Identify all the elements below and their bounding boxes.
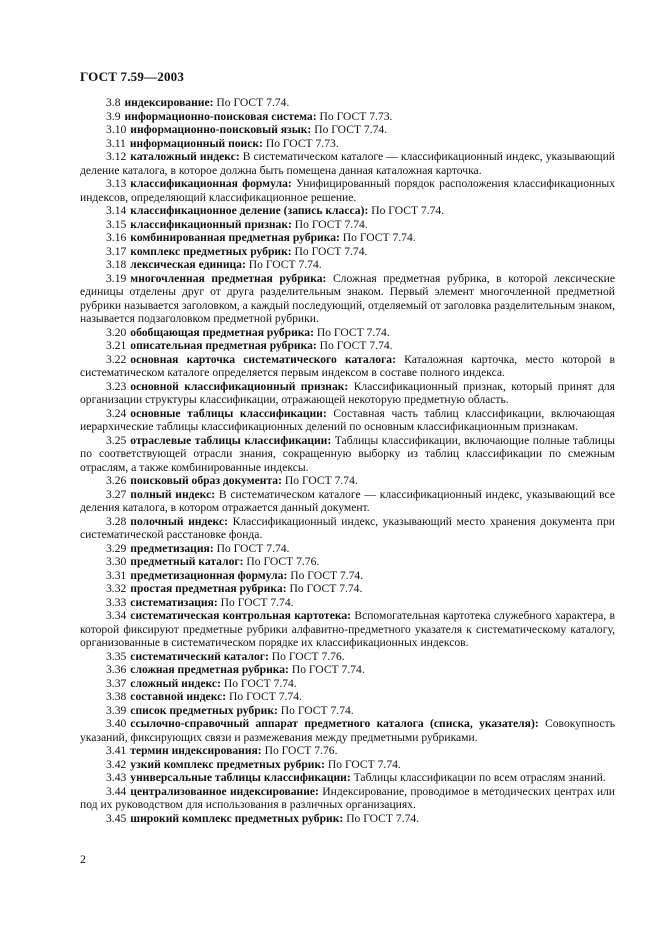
entry-number: 3.9 [106, 109, 121, 123]
entry-definition: По ГОСТ 7.74. [248, 258, 322, 271]
entry-definition: По ГОСТ 7.74. [289, 582, 363, 595]
entry-definition: По ГОСТ 7.76. [246, 555, 320, 568]
definition-entry [80, 744, 615, 758]
entry-definition: Классификационный признак, который принят для организации структуры классификации, отражающей некоторую предметную область. [80, 379, 615, 406]
entry-definition: В систематическом каталоге — классификационный индекс, указывающий все деления каталога, в котором отражается данный документ. [80, 487, 615, 514]
entry-term: предметизация: [130, 541, 214, 555]
entry-term: комбинированная предметная рубрика: [130, 231, 340, 244]
definition-entry [80, 123, 615, 137]
entry-number: 3.32 [106, 582, 127, 595]
definition-entry [80, 582, 615, 596]
entry-definition: Таблицы классификации по всем отраслям знаний. [353, 771, 606, 784]
definition-entry [80, 542, 615, 556]
entry-number: 3.25 [106, 433, 127, 447]
entry-term: список предметных рубрик: [130, 703, 278, 717]
entry-definition: По ГОСТ 7.73. [319, 109, 393, 123]
entry-term: информационно-поисковая система: [124, 109, 317, 123]
entry-definition: По ГОСТ 7.74. [280, 703, 354, 717]
entry-term: основные таблицы классификации: [130, 406, 327, 420]
definition-entry [80, 218, 615, 232]
entry-term: основной классификационный признак: [130, 379, 349, 393]
definition-entry [80, 204, 615, 218]
entry-number: 3.44 [106, 784, 127, 798]
entry-definition: По ГОСТ 7.74. [229, 690, 302, 703]
entry-number: 3.31 [106, 568, 127, 582]
definition-entry [80, 177, 615, 204]
entry-number: 3.29 [106, 541, 127, 555]
definition-entry [80, 758, 615, 772]
definition-entry [80, 488, 615, 515]
definition-entry [80, 704, 615, 718]
definition-entry [80, 339, 615, 353]
entry-term: лексическая единица: [130, 258, 246, 271]
definition-entry [80, 258, 615, 272]
definition-entry [80, 771, 615, 785]
entry-term: комплекс предметных рубрик: [130, 244, 292, 258]
definition-entry [80, 663, 615, 677]
entry-definition: По ГОСТ 7.74. [314, 123, 388, 136]
entry-number: 3.43 [106, 771, 127, 784]
entry-definition: По ГОСТ 7.74. [290, 568, 364, 582]
definition-entry [80, 690, 615, 704]
entry-definition: По ГОСТ 7.74. [342, 231, 416, 244]
definition-entry [80, 326, 615, 340]
entry-term: составной индекс: [130, 690, 227, 703]
entry-definition: По ГОСТ 7.74. [216, 541, 290, 555]
definition-entry [80, 110, 615, 124]
entry-term: сложный индекс: [130, 676, 221, 690]
entry-definition: По ГОСТ 7.74. [319, 339, 393, 352]
entry-term: индексирование: [124, 96, 214, 109]
entry-number: 3.23 [106, 379, 127, 393]
entry-number: 3.12 [106, 150, 127, 163]
entry-definition: Сложная предметная рубрика, в которой лексические единицы отделены друг от друга разделительным знаком. Первый элемент многочленной предметной рубрики называется заголовком, а каждый последующий, отделяемый от заголовка разделительным знаком, называется подзаголовком предметной рубрики. [80, 271, 615, 325]
entry-number: 3.27 [106, 487, 127, 501]
definition-entry [80, 434, 615, 475]
definition-entry [80, 137, 615, 151]
entry-term: каталожный индекс: [130, 150, 240, 163]
entry-term: полочный индекс: [130, 514, 228, 528]
definition-entry [80, 650, 615, 664]
definitions-list [80, 96, 615, 825]
entry-term: предметный каталог: [130, 555, 244, 568]
entry-number: 3.19 [106, 271, 127, 285]
entry-number: 3.24 [106, 406, 127, 420]
entry-term: поисковый образ документа: [130, 474, 282, 487]
entry-definition: Совокупность указаний, фиксирующих связи и размежевания между предметными рубриками. [80, 717, 615, 744]
entry-term: классификационное деление (запись класса): [130, 204, 369, 217]
entry-definition: Каталожная карточка, место которой в систематическом каталоге определяется первым индексом в составе полного индекса. [80, 352, 615, 379]
entry-definition: По ГОСТ 7.74. [216, 96, 290, 109]
definition-entry [80, 609, 615, 650]
definition-entry [80, 555, 615, 569]
entry-definition: По ГОСТ 7.76. [271, 649, 345, 663]
entry-definition: По ГОСТ 7.74. [294, 217, 368, 231]
entry-definition: Унифицированный порядок расположения классификационных индексов, определяющий классификационное решение. [80, 177, 615, 204]
entry-term: информационный поиск: [129, 136, 263, 150]
definition-entry [80, 272, 615, 326]
entry-definition: По ГОСТ 7.74. [316, 325, 390, 339]
entry-term: многочленная предметная рубрика: [130, 271, 327, 285]
entry-definition: По ГОСТ 7.74. [220, 595, 294, 609]
definition-entry [80, 677, 615, 691]
entry-definition: В систематическом каталоге — классификационный индекс, указывающий деление каталога, в которое должна быть помещена данная каталожная карточка. [80, 150, 615, 177]
entry-number: 3.22 [106, 352, 127, 366]
definition-entry [80, 569, 615, 583]
entry-term: классификационная формула: [130, 177, 292, 190]
entry-number: 3.35 [106, 649, 127, 663]
entry-definition: По ГОСТ 7.76. [264, 744, 338, 757]
entry-number: 3.39 [106, 703, 127, 717]
entry-term: систематическая контрольная картотека: [130, 609, 352, 622]
entry-definition: По ГОСТ 7.73. [265, 136, 339, 150]
definition-entry [80, 474, 615, 488]
definition-entry [80, 231, 615, 245]
definition-entry [80, 353, 615, 380]
entry-definition: По ГОСТ 7.74. [223, 676, 297, 690]
entry-number: 3.15 [106, 217, 127, 231]
definition-entry [80, 717, 615, 744]
entry-definition: По ГОСТ 7.74. [371, 204, 445, 217]
definition-entry [80, 150, 615, 177]
entry-number: 3.41 [106, 744, 127, 757]
entry-definition: По ГОСТ 7.74. [284, 474, 358, 487]
entry-number: 3.16 [106, 231, 127, 244]
entry-term: описательная предметная рубрика: [130, 339, 317, 352]
entry-term: отраслевые таблицы классификации: [130, 433, 332, 447]
entry-number: 3.34 [106, 609, 127, 622]
entry-number: 3.40 [106, 717, 127, 730]
entry-number: 3.18 [106, 258, 127, 271]
entry-number: 3.37 [106, 676, 127, 690]
entry-definition: Вспомогательная картотека служебного характера, в которой фиксируют предметные рубрики алфавитно-предметного указателя к систематическому каталогу, организованные в систематическом порядке их классификационных индексов. [80, 609, 615, 649]
entry-definition: По ГОСТ 7.74. [327, 757, 401, 771]
page-number: 2 [80, 852, 86, 866]
entry-definition: Таблицы классификации, включающие полные таблицы по соответствующей отрасли знания, сокращенную выборку из таблиц классификации по смежным отраслям, а также комбинированные индексы. [80, 433, 615, 474]
entry-term: информационно-поисковый язык: [130, 123, 312, 136]
entry-number: 3.30 [106, 555, 127, 568]
entry-term: систематизация: [130, 595, 218, 609]
entry-term: широкий комплекс предметных рубрик: [130, 811, 344, 825]
entry-definition: По ГОСТ 7.74. [294, 244, 368, 258]
entry-definition: Составная часть таблиц классификации, включающая иерархические таблицы классификационных делений по основным классификационным признакам. [80, 406, 615, 433]
entry-number: 3.45 [106, 811, 127, 825]
entry-number: 3.28 [106, 514, 127, 528]
definition-entry [80, 596, 615, 610]
entry-term: основная карточка систематического каталога: [130, 352, 396, 366]
definition-entry [80, 245, 615, 259]
entry-term: предметизационная формула: [130, 568, 288, 582]
document-header: ГОСТ 7.59—2003 [80, 69, 185, 84]
entry-number: 3.38 [106, 690, 127, 703]
entry-term: обобщающая предметная рубрика: [130, 325, 314, 339]
entry-term: термин индексирования: [130, 744, 262, 757]
entry-term: централизованное индексирование: [130, 784, 319, 798]
entry-term: полный индекс: [130, 487, 216, 501]
entry-number: 3.11 [106, 136, 126, 150]
definition-entry [80, 785, 615, 812]
entry-number: 3.21 [106, 339, 127, 352]
entry-number: 3.42 [106, 757, 127, 771]
entry-term: сложная предметная рубрика: [130, 663, 289, 676]
entry-number: 3.33 [106, 595, 127, 609]
entry-term: систематический каталог: [130, 649, 269, 663]
entry-definition: Классификационный индекс, указывающий место хранения документа при систематической расстановке фонда. [80, 514, 615, 541]
entry-definition: По ГОСТ 7.74. [291, 663, 365, 676]
definition-entry [80, 96, 615, 110]
entry-term: простая предметная рубрика: [130, 582, 287, 595]
definition-entry [80, 515, 615, 542]
entry-definition: Индексирование, проводимое в методических центрах или под их руководством для использования в различных организациях. [80, 784, 616, 811]
entry-number: 3.10 [106, 123, 127, 136]
entry-term: ссылочно-справочный аппарат предметного каталога (списка, указателя): [130, 717, 539, 730]
entry-number: 3.36 [106, 663, 127, 676]
entry-number: 3.13 [106, 177, 127, 190]
entry-term: универсальные таблицы классификации: [130, 771, 351, 784]
definition-entry [80, 812, 615, 826]
entry-definition: По ГОСТ 7.74. [346, 811, 420, 825]
definition-entry [80, 407, 615, 434]
entry-number: 3.14 [106, 204, 127, 217]
entry-term: узкий комплекс предметных рубрик: [130, 757, 326, 771]
entry-term: классификационный признак: [130, 217, 292, 231]
entry-number: 3.26 [106, 474, 127, 487]
definition-entry [80, 380, 615, 407]
entry-number: 3.17 [106, 244, 127, 258]
entry-number: 3.8 [106, 96, 121, 109]
entry-number: 3.20 [106, 325, 127, 339]
